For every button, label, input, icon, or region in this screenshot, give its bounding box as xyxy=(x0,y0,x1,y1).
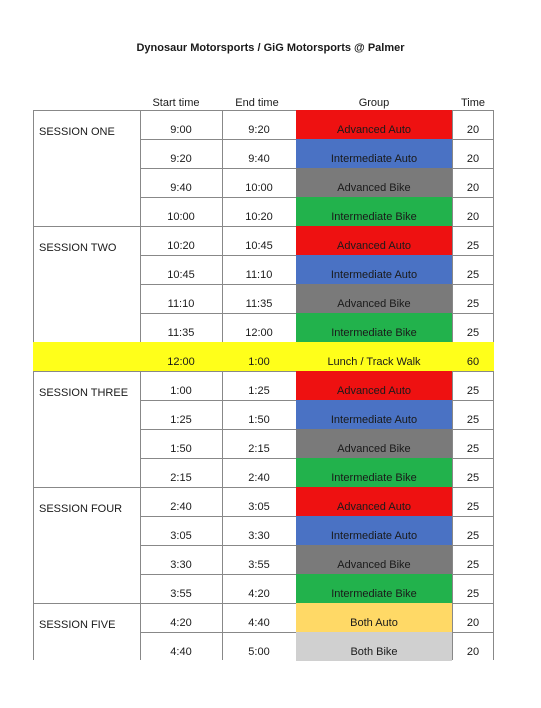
duration-cell: 25 xyxy=(466,298,480,310)
group-cell: Advanced Auto xyxy=(296,110,452,139)
table-row xyxy=(33,516,494,545)
end-time-cell: 12:00 xyxy=(245,327,273,339)
table-row xyxy=(33,632,494,661)
end-time-cell: 3:30 xyxy=(248,530,270,542)
duration-cell: 25 xyxy=(466,472,480,484)
end-time-cell: 9:20 xyxy=(248,124,270,136)
duration-cell: 25 xyxy=(466,588,480,600)
duration-cell: 20 xyxy=(466,153,480,165)
duration-cell: 25 xyxy=(466,414,480,426)
start-time-cell: 4:20 xyxy=(170,617,192,629)
duration-cell: 20 xyxy=(466,124,480,136)
group-cell: Advanced Bike xyxy=(296,429,452,458)
table-row xyxy=(33,255,494,284)
group-cell: Advanced Bike xyxy=(296,284,452,313)
group-cell: Intermediate Auto xyxy=(296,139,452,168)
group-cell: Lunch / Track Walk xyxy=(327,356,421,368)
schedule-table xyxy=(33,110,494,660)
duration-cell: 20 xyxy=(466,646,480,658)
table-row xyxy=(33,342,494,371)
header-start-time: Start time xyxy=(152,97,200,109)
start-time-cell: 11:35 xyxy=(167,327,195,339)
session-label: SESSION FIVE xyxy=(39,619,116,631)
duration-cell: 25 xyxy=(466,559,480,571)
table-row xyxy=(33,458,494,487)
header-time: Time xyxy=(460,97,486,109)
start-time-cell: 11:10 xyxy=(167,298,195,310)
start-time-cell: 9:20 xyxy=(170,153,192,165)
duration-cell: 25 xyxy=(466,385,480,397)
table-row xyxy=(33,574,494,603)
duration-cell: 25 xyxy=(466,443,480,455)
table-row xyxy=(33,197,494,226)
start-time-cell: 1:50 xyxy=(170,443,192,455)
session-label: SESSION THREE xyxy=(39,387,129,399)
group-cell: Intermediate Bike xyxy=(296,197,452,226)
end-time-cell: 1:50 xyxy=(248,414,270,426)
start-time-cell: 9:40 xyxy=(170,182,192,194)
group-cell: Intermediate Auto xyxy=(296,400,452,429)
header-group: Group xyxy=(358,97,390,109)
start-time-cell: 2:40 xyxy=(170,501,192,513)
end-time-cell: 2:40 xyxy=(248,472,270,484)
session-label: SESSION TWO xyxy=(39,242,117,254)
group-cell: Both Bike xyxy=(296,632,452,661)
end-time-cell: 1:25 xyxy=(248,385,270,397)
end-time-cell: 2:15 xyxy=(248,443,270,455)
group-cell: Advanced Bike xyxy=(296,168,452,197)
end-time-cell: 9:40 xyxy=(248,153,270,165)
group-cell: Advanced Auto xyxy=(296,487,452,516)
header-end-time: End time xyxy=(235,97,279,109)
table-row xyxy=(33,284,494,313)
start-time-cell: 10:45 xyxy=(167,269,195,281)
end-time-cell: 4:20 xyxy=(248,588,270,600)
end-time-cell: 1:00 xyxy=(248,356,270,368)
duration-cell: 60 xyxy=(466,356,480,368)
start-time-cell: 4:40 xyxy=(170,646,192,658)
end-time-cell: 10:45 xyxy=(245,240,273,252)
start-time-cell: 9:00 xyxy=(170,124,192,136)
start-time-cell: 12:00 xyxy=(167,356,195,368)
end-time-cell: 11:10 xyxy=(245,269,273,281)
session-label: SESSION ONE xyxy=(39,126,115,138)
end-time-cell: 5:00 xyxy=(248,646,270,658)
end-time-cell: 10:00 xyxy=(245,182,273,194)
duration-cell: 25 xyxy=(466,501,480,513)
start-time-cell: 3:30 xyxy=(170,559,192,571)
start-time-cell: 10:00 xyxy=(167,211,195,223)
duration-cell: 20 xyxy=(466,182,480,194)
duration-cell: 25 xyxy=(466,530,480,542)
end-time-cell: 4:40 xyxy=(248,617,270,629)
table-header xyxy=(0,97,541,111)
duration-cell: 25 xyxy=(466,269,480,281)
start-time-cell: 3:05 xyxy=(170,530,192,542)
table-row xyxy=(33,139,494,168)
group-cell: Intermediate Bike xyxy=(296,458,452,487)
start-time-cell: 10:20 xyxy=(167,240,195,252)
group-cell: Intermediate Bike xyxy=(296,574,452,603)
group-cell: Both Auto xyxy=(296,603,452,632)
start-time-cell: 1:25 xyxy=(170,414,192,426)
start-time-cell: 1:00 xyxy=(170,385,192,397)
end-time-cell: 3:55 xyxy=(248,559,270,571)
table-row xyxy=(33,313,494,342)
table-row xyxy=(33,168,494,197)
table-row xyxy=(33,545,494,574)
group-cell: Intermediate Auto xyxy=(296,516,452,545)
group-cell: Advanced Auto xyxy=(296,226,452,255)
duration-cell: 20 xyxy=(466,617,480,629)
table-row xyxy=(33,400,494,429)
group-cell: Advanced Bike xyxy=(296,545,452,574)
end-time-cell: 11:35 xyxy=(245,298,273,310)
duration-cell: 20 xyxy=(466,211,480,223)
group-cell: Intermediate Auto xyxy=(296,255,452,284)
table-row xyxy=(33,429,494,458)
group-cell: Advanced Auto xyxy=(296,371,452,400)
group-cell: Intermediate Bike xyxy=(296,313,452,342)
start-time-cell: 2:15 xyxy=(170,472,192,484)
session-label: SESSION FOUR xyxy=(39,503,123,515)
end-time-cell: 10:20 xyxy=(245,211,273,223)
duration-cell: 25 xyxy=(466,327,480,339)
duration-cell: 25 xyxy=(466,240,480,252)
end-time-cell: 3:05 xyxy=(248,501,270,513)
start-time-cell: 3:55 xyxy=(170,588,192,600)
page-title: Dynosaur Motorsports / GiG Motorsports @ Palmer xyxy=(136,42,405,54)
